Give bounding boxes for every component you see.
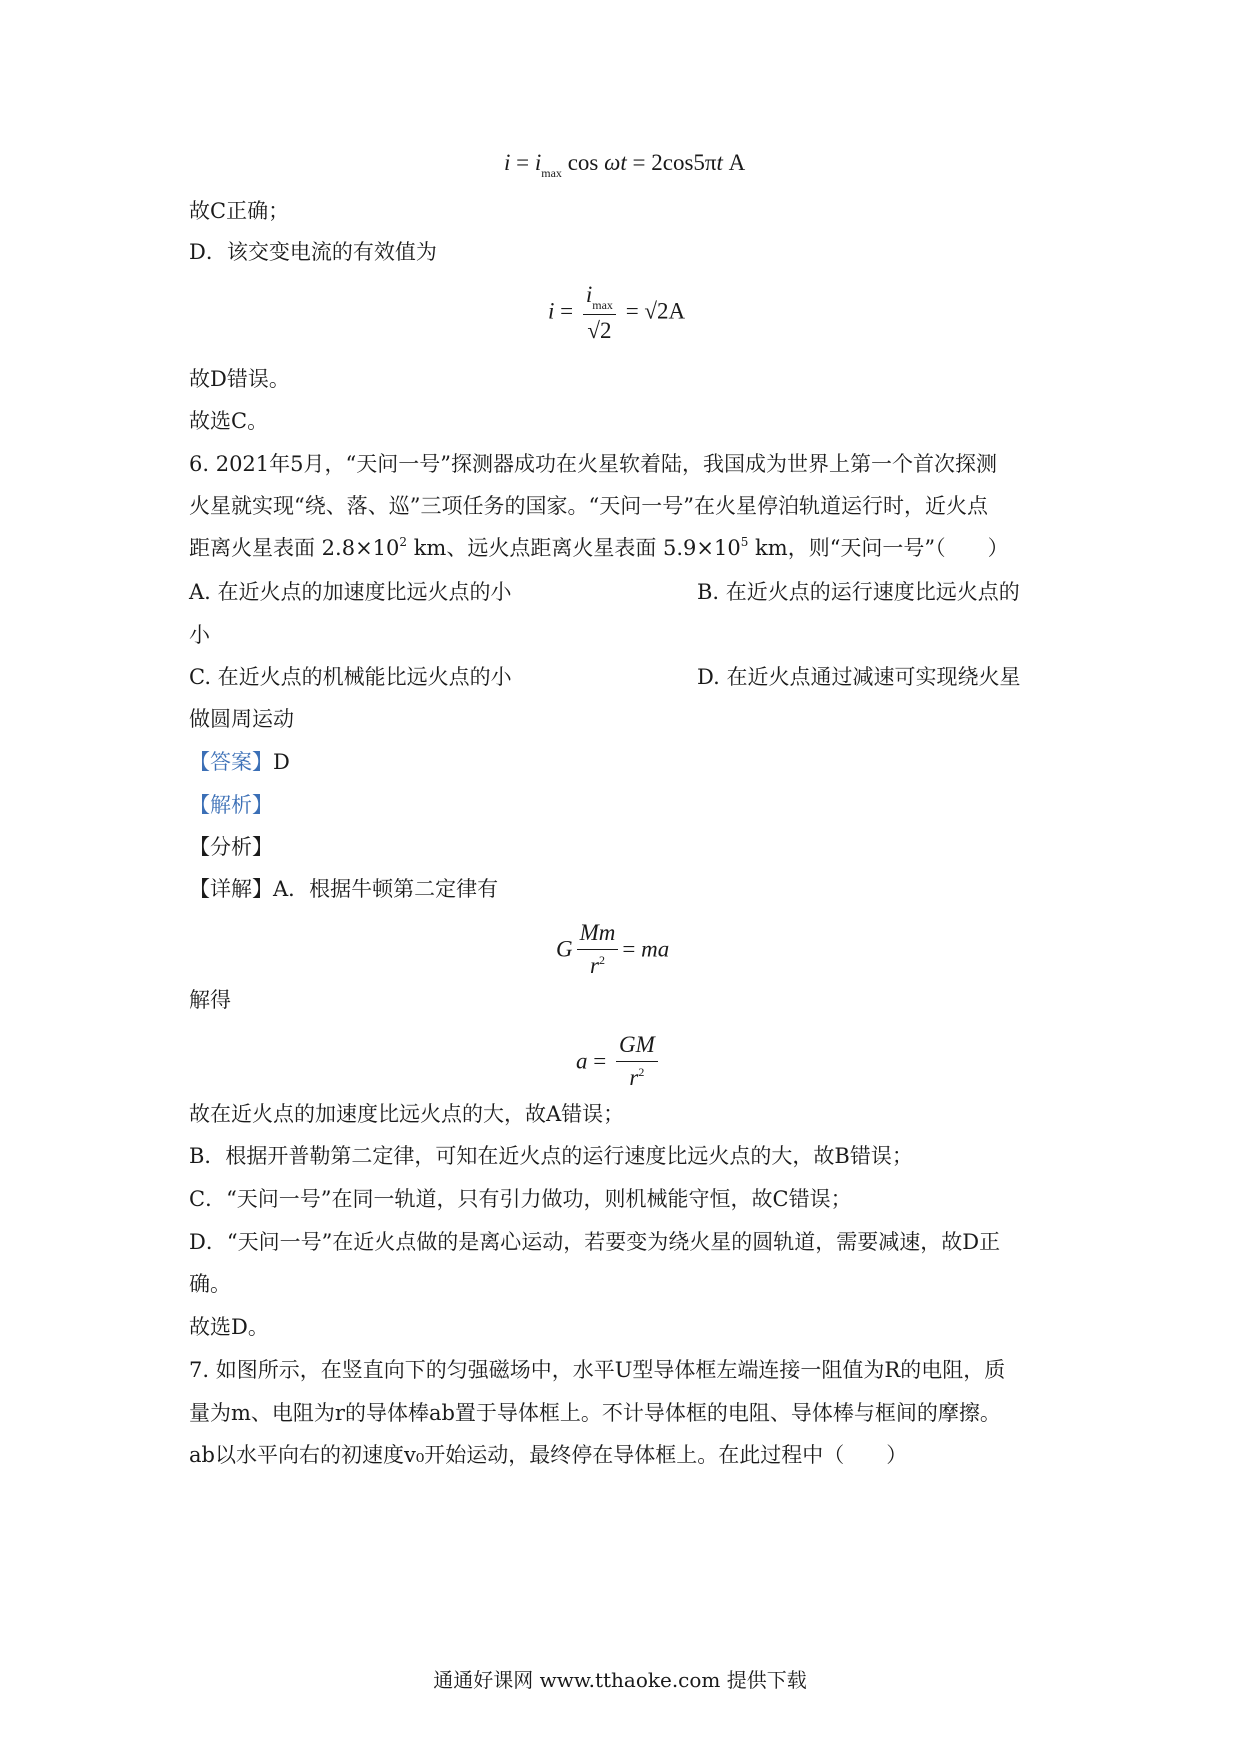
eq-symbol: = (516, 150, 530, 175)
option-b: B. 在近火点的运行速度比远火点的 (697, 580, 1020, 604)
option-d-continued: 做圆周运动 (189, 707, 294, 731)
detail-line (189, 874, 498, 904)
question-7-line-2: 量为m、电阻为r的导体棒ab置于导体框上。不计导体框的电阻、导体棒与框间的摩擦。 (189, 1401, 1001, 1425)
eq-symbol: = (560, 298, 574, 324)
question-6-line-2: 火星就实现“绕、落、巡”三项任务的国家。“天问一号”在火星停泊轨道运行时，近火点 (189, 494, 988, 518)
question-6-line-3 (189, 533, 1009, 566)
answer-tag: 【答案】 (189, 750, 273, 774)
text-line: 故选D。 (189, 1315, 269, 1339)
question-7-line-3: ab以水平向右的初速度v₀开始运动，最终停在导体框上。在此过程中（ ） (189, 1443, 908, 1467)
fraction (583, 280, 616, 346)
fraction (577, 918, 619, 984)
text-line: B．根据开普勒第二定律，可知在近火点的运行速度比远火点的大，故B错误； (189, 1144, 913, 1168)
question-6-line-1: 6. 2021年5月，“天问一号”探测器成功在火星软着陆，我国成为世界上第一个首次探测 (189, 452, 997, 476)
equation-acceleration (576, 1030, 662, 1096)
eq-symbol: i (534, 150, 542, 175)
eq-symbol: cos (567, 150, 599, 175)
superscript: 2 (638, 1065, 645, 1079)
option-b-continued: 小 (189, 623, 210, 647)
eq-symbol: = (632, 150, 646, 175)
eq-symbol: G (556, 936, 573, 962)
eq-symbol: = (622, 936, 636, 962)
text-line: 确。 (189, 1272, 231, 1296)
eq-subscript: max (592, 298, 613, 312)
text-line: 故选C。 (189, 409, 269, 433)
equation-effective-value (548, 280, 685, 346)
eq-symbol: 2cos5π (651, 150, 717, 175)
eq-symbol: r (590, 953, 599, 978)
eq-symbol: i (585, 282, 593, 307)
eq-symbol: √2A (644, 298, 686, 324)
detail-tag: 【详解】 (189, 877, 273, 901)
eq-symbol: = (593, 1048, 607, 1074)
text-line: D．该交变电流的有效值为 (189, 240, 437, 264)
text-line: D．“天问一号”在近火点做的是离心运动，若要变为绕火星的圆轨道，需要减速，故D正 (189, 1230, 1001, 1254)
text-fragment: km、远火点距离火星表面 5.9×10 (407, 536, 741, 560)
question-7-line-1: 7. 如图所示，在竖直向下的匀强磁场中，水平U型导体框左端连接一阻值为R的电阻，质 (189, 1358, 1006, 1382)
text-line: 故D错误。 (189, 367, 290, 391)
eq-symbol: t (716, 150, 723, 175)
fraction (616, 1030, 658, 1096)
equation-current-instant (504, 150, 746, 180)
eq-symbol: i (504, 150, 511, 175)
eq-unit: A (728, 150, 746, 175)
eq-numerator: Mm (577, 918, 619, 950)
eq-subscript: max (541, 166, 562, 180)
footer-credit: 通通好课网 www.tthaoke.com 提供下载 (433, 1668, 807, 1692)
text-fragment: 距离火星表面 2.8×10 (189, 536, 400, 560)
superscript: 2 (399, 535, 408, 549)
option-c: C. 在近火点的机械能比远火点的小 (189, 665, 512, 689)
text-line: 故C正确； (189, 199, 290, 223)
eq-symbol: r (629, 1065, 639, 1090)
eq-symbol: ma (641, 936, 670, 962)
answer-line (189, 747, 290, 777)
text-line: C．“天问一号”在同一轨道，只有引力做功，则机械能守恒，故C错误； (189, 1187, 852, 1211)
eq-symbol: a (576, 1048, 588, 1074)
eq-symbol: ωt (604, 150, 627, 175)
answer-value: D (273, 750, 290, 774)
text-line: 解得 (189, 988, 231, 1012)
option-d: D. 在近火点通过减速可实现绕火星 (697, 665, 1021, 689)
eq-numerator: GM (616, 1030, 658, 1062)
fenxi-tag: 【分析】 (189, 835, 273, 859)
text-line: 故在近火点的加速度比远火点的大，故A错误； (189, 1102, 625, 1126)
superscript: 2 (598, 953, 605, 967)
equation-newton-second-law (556, 918, 669, 984)
option-a: A. 在近火点的加速度比远火点的小 (189, 580, 512, 604)
superscript: 5 (740, 535, 749, 549)
eq-symbol: i (548, 298, 555, 324)
detail-text: A．根据牛顿第二定律有 (273, 877, 499, 901)
eq-denominator: √2 (587, 318, 612, 343)
eq-symbol: = (625, 298, 639, 324)
analysis-tag: 【解析】 (189, 793, 273, 817)
text-fragment: km，则“天问一号”（ ） (748, 536, 1009, 560)
